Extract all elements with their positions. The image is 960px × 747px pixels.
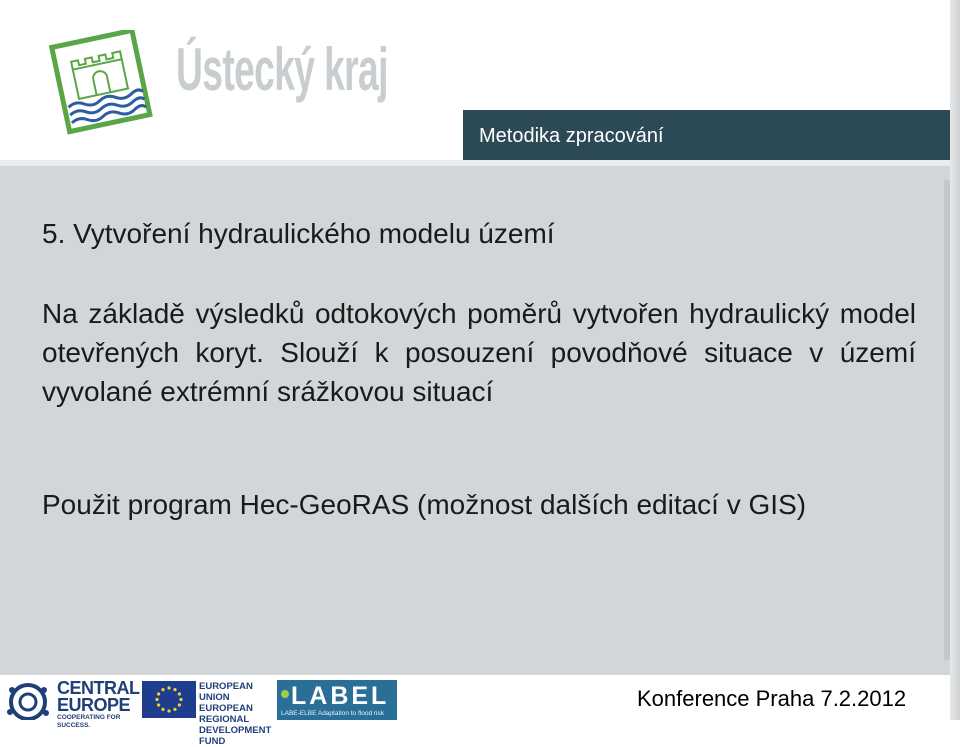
section-title: Metodika zpracování	[463, 110, 950, 162]
content-side-strip	[944, 180, 950, 660]
eu-flag-icon	[142, 681, 196, 718]
central-europe-tagline: COOPERATING FOR SUCCESS.	[57, 714, 121, 729]
brand-name: Ústecký kraj	[176, 36, 388, 103]
erdf-line-1: EUROPEAN UNION	[199, 681, 253, 703]
central-europe-line-2: EUROPE	[57, 695, 131, 715]
label-tagline: LABE-ELBE Adaptation to flood risk	[281, 710, 384, 717]
central-europe-line-1: CENTRAL	[57, 678, 140, 698]
body-paragraph-1: Na základě výsledků odtokových poměrů vytvořen hydraulický model otevřených koryt. Slouží k posouzení povodňové situace v území vyvolané extrémní srážkovou situací	[42, 298, 916, 407]
label-dot-icon	[281, 690, 289, 698]
erdf-line-2: EUROPEAN REGIONAL	[199, 703, 253, 725]
conference-footer-text: Konference Praha 7.2.2012	[637, 686, 907, 711]
central-europe-logo	[57, 678, 140, 729]
label-project-logo	[277, 680, 397, 720]
central-europe-star-icon	[0, 680, 56, 720]
body-paragraph-2: Použit program Hec-GeoRAS (možnost dalších editací v GIS)	[42, 489, 807, 520]
erdf-line-3: DEVELOPMENT FUND	[199, 725, 272, 747]
label-name: LABEL	[291, 682, 390, 710]
erdf-logo	[199, 681, 279, 747]
usti-region-logo-icon	[46, 30, 156, 135]
slide-heading: 5. Vytvoření hydraulického modelu území	[42, 218, 555, 249]
slide-right-edge	[950, 0, 960, 720]
